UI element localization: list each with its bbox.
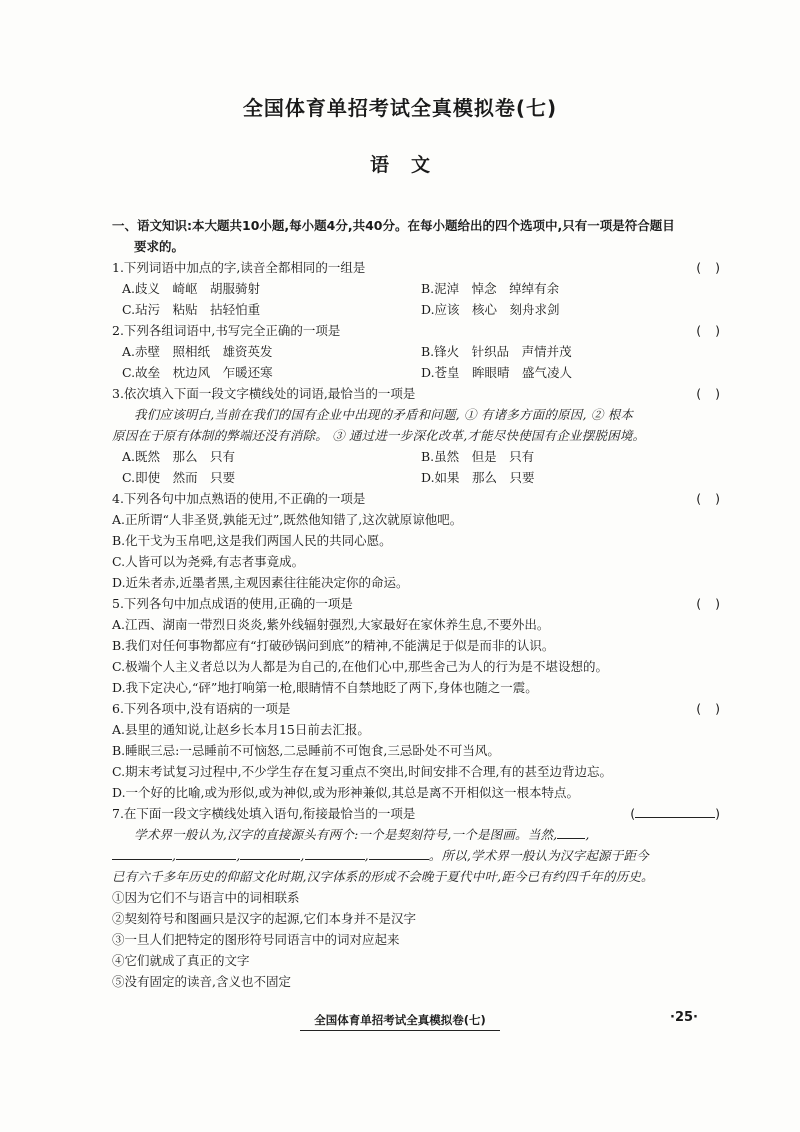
page-title: 全国体育单招考试全真模拟卷(七) [242, 96, 558, 120]
option-c[interactable]: C.极端个人主义者总以为人都是为自己的,在他们心中,那些舍己为人的行为是不堪设想的。 [112, 659, 609, 674]
option-b[interactable]: B.虽然 但是 只有 [421, 449, 535, 464]
exam-content [112, 215, 720, 992]
question-3 [112, 383, 720, 404]
option-d[interactable]: D.近朱者赤,近墨者黑,主观因素往往能决定你的命运。 [112, 575, 409, 590]
sentence-option-3: ③一旦人们把特定的图形符号同语言中的词对应起来 [112, 932, 400, 947]
fill-blank[interactable] [305, 859, 365, 860]
passage-line: 学术界一般认为,汉字的直接源头有两个:一个是契刻符号,一个是图画。当然, , [134, 827, 590, 842]
option-b[interactable]: B.我们对任何事物都应有“打破砂锅问到底”的精神,不能满足于似是而非的认识。 [112, 638, 555, 653]
question-7 [112, 803, 720, 824]
option-a[interactable]: A.县里的通知说,让赵乡长本月15日前去汇报。 [112, 722, 370, 737]
question-stem: 4.下列各句中加点熟语的使用,不正确的一项是 [112, 491, 366, 506]
answer-bracket[interactable]: ( ) [696, 260, 720, 275]
options-row [112, 446, 720, 467]
options-row [112, 467, 720, 488]
passage-text: 所以,学术界一般认为汉字起源于距今 [441, 848, 649, 863]
option-d[interactable]: D.一个好的比喻,或为形似,或为神似,或为形神兼似,其总是离不开相似这一根本特点。 [112, 785, 579, 800]
sentence-option-2: ②契刻符号和图画只是汉字的起源,它们本身并不是汉字 [112, 911, 416, 926]
option-a[interactable]: A.正所谓“人非圣贤,孰能无过”,既然他知错了,这次就原谅他吧。 [112, 512, 463, 527]
question-stem: 6.下列各项中,没有语病的一项是 [112, 701, 291, 716]
question-2 [112, 320, 720, 341]
option-a[interactable]: A.歧义 崎岖 胡服骑射 [122, 281, 261, 296]
options-row [112, 299, 720, 320]
page-footer: 全国体育单招考试全真模拟卷(七) [300, 1012, 500, 1031]
passage-line: , , , , 。所以,学术界一般认为汉字起源于距今 [112, 845, 720, 866]
question-stem: 3.依次填入下面一段文字横线处的词语,最恰当的一项是 [112, 386, 416, 401]
question-stem: 1.下列词语中加点的字,读音全都相同的一组是 [112, 260, 366, 275]
answer-blank-line[interactable] [635, 817, 715, 818]
fill-blank[interactable] [176, 859, 236, 860]
option-b[interactable]: B.泥淖 悼念 绰绰有余 [421, 281, 560, 296]
option-a[interactable]: A.江西、湖南一带烈日炎炎,紫外线辐射强烈,大家最好在家休养生息,不要外出。 [112, 617, 550, 632]
options-row [112, 341, 720, 362]
fill-blank[interactable] [557, 838, 585, 839]
question-5 [112, 593, 720, 614]
option-c[interactable]: C.玷污 粘贴 拈轻怕重 [122, 302, 261, 317]
option-c[interactable]: C.期末考试复习过程中,不少学生存在复习重点不突出,时间安排不合理,有的甚至边背边忘。 [112, 764, 613, 779]
options-row [112, 278, 720, 299]
passage-line: 已有六千多年历史的仰韶文化时期,汉字体系的形成不会晚于夏代中叶,距今已有约四千年的历史。 [112, 869, 654, 884]
fill-blank[interactable] [240, 859, 300, 860]
question-stem: 5.下列各句中加点成语的使用,正确的一项是 [112, 596, 353, 611]
option-d[interactable]: D.我下定决心,“砰”地打响第一枪,眼睛情不自禁地眨了两下,身体也随之一震。 [112, 680, 538, 695]
option-d[interactable]: D.苍皇 眸眼晴 盛气凌人 [421, 365, 573, 380]
question-1 [112, 257, 720, 278]
option-c[interactable]: C.人皆可以为尧舜,有志者事竟成。 [112, 554, 305, 569]
fill-blank[interactable] [112, 859, 172, 860]
option-b[interactable]: B.睡眠三忌:一忌睡前不可恼怒,二忌睡前不可饱食,三忌卧处不可当风。 [112, 743, 500, 758]
option-c[interactable]: C.故垒 枕边风 乍暖还寒 [122, 365, 273, 380]
page-number: ·25· [670, 1010, 698, 1025]
question-6 [112, 698, 720, 719]
answer-bracket[interactable]: ( ) [696, 701, 720, 716]
option-a[interactable]: A.赤壁 照相纸 雄资英发 [122, 344, 273, 359]
sentence-option-4: ④它们就成了真正的文字 [112, 953, 250, 968]
question-stem: 7.在下面一段文字横线处填入语句,衔接最恰当的一项是 [112, 806, 416, 821]
sentence-option-1: ①因为它们不与语言中的词相联系 [112, 890, 300, 905]
option-d[interactable]: D.如果 那么 只要 [421, 470, 535, 485]
passage-line: 我们应该明白,当前在我们的国有企业中出现的矛盾和问题, ① 有诸多方面的原因, ② 根本 [134, 407, 634, 422]
answer-blank[interactable]: ( ) [630, 806, 720, 821]
option-b[interactable]: B.化干戈为玉帛吧,这是我们两国人民的共同心愿。 [112, 533, 392, 548]
fill-blank[interactable] [369, 859, 429, 860]
section-instruction-cont: 要求的。 [134, 239, 185, 254]
option-b[interactable]: B.锋火 针织品 声情并茂 [421, 344, 572, 359]
answer-bracket[interactable]: ( ) [696, 596, 720, 611]
sentence-option-5: ⑤没有固定的读音,含义也不固定 [112, 974, 291, 989]
passage-text: 学术界一般认为,汉字的直接源头有两个:一个是契刻符号,一个是图画。当然, [134, 827, 558, 842]
question-stem: 2.下列各组词语中,书写完全正确的一项是 [112, 323, 341, 338]
option-c[interactable]: C.即使 然而 只要 [122, 470, 236, 485]
subject-heading: 语文 [369, 154, 452, 176]
option-d[interactable]: D.应该 核心 刻舟求剑 [421, 302, 560, 317]
passage-line: 原因在于原有体制的弊端还没有消除。 ③ 通过进一步深化改革,才能尽快使国有企业摆脱困境。 [112, 428, 646, 443]
question-4 [112, 488, 720, 509]
options-row [112, 362, 720, 383]
answer-bracket[interactable]: ( ) [696, 491, 720, 506]
section-instruction: 一、语文知识:本大题共10小题,每小题4分,共40分。在每小题给出的四个选项中,只有一项是符合题目 [112, 218, 675, 233]
answer-bracket[interactable]: ( ) [696, 386, 720, 401]
answer-bracket[interactable]: ( ) [696, 323, 720, 338]
option-a[interactable]: A.既然 那么 只有 [122, 449, 236, 464]
